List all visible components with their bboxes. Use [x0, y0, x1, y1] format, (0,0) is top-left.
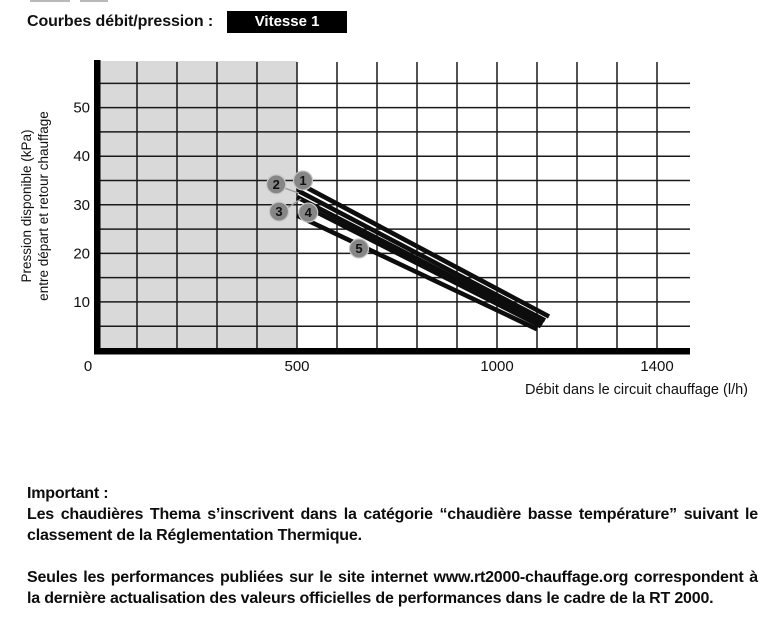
x-tick-label-500: 500 [284, 358, 310, 375]
curve-4 [305, 206, 541, 326]
curve-label-5: 5 [355, 241, 363, 257]
note-paragraph-1: Les chaudières Thema s’inscrivent dans la catégorie “chaudière basse température” suivant le classement de la Réglementation Thermique. [27, 506, 758, 544]
speed-badge: Vitesse 1 [227, 11, 347, 33]
note-heading: Important : [27, 485, 109, 502]
shade-region [100, 61, 297, 351]
y-axis-title-line2: entre départ et retour chauffage [36, 111, 51, 301]
notes-block [27, 483, 758, 609]
y-axis-title-line1: Pression disponible (kPa) [19, 129, 34, 283]
curve-label-3: 3 [275, 204, 283, 220]
curve-2 [297, 190, 545, 320]
y-axis-line [94, 60, 101, 355]
y-tick-label-30: 30 [73, 196, 90, 214]
page-title: Courbes débit/pression : [27, 13, 214, 30]
y-tick-label-10: 10 [73, 293, 90, 311]
x-tick-label-1000: 1000 [480, 358, 514, 375]
x-tick-label-0: 0 [83, 358, 93, 375]
note-paragraph-2: Seules les performances publiées sur le site internet www.rt2000-chauffage.org correspondent à la dernière actualisation des valeurs officielles de performances dans le cadre de la RT 2000. [27, 569, 758, 607]
curve-3 [297, 197, 543, 323]
curve-label-2: 2 [272, 176, 280, 192]
x-axis-title: Débit dans le circuit chauffage (l/h) [525, 382, 748, 398]
x-axis-line [94, 348, 690, 355]
curve-label-1: 1 [299, 173, 307, 189]
y-tick-label-20: 20 [73, 245, 90, 263]
y-tick-label-50: 50 [73, 99, 90, 117]
x-tick-label-1400: 1400 [640, 358, 674, 375]
curve-label-4: 4 [304, 205, 312, 221]
curve-1 [297, 182, 549, 316]
y-tick-label-40: 40 [73, 148, 90, 166]
